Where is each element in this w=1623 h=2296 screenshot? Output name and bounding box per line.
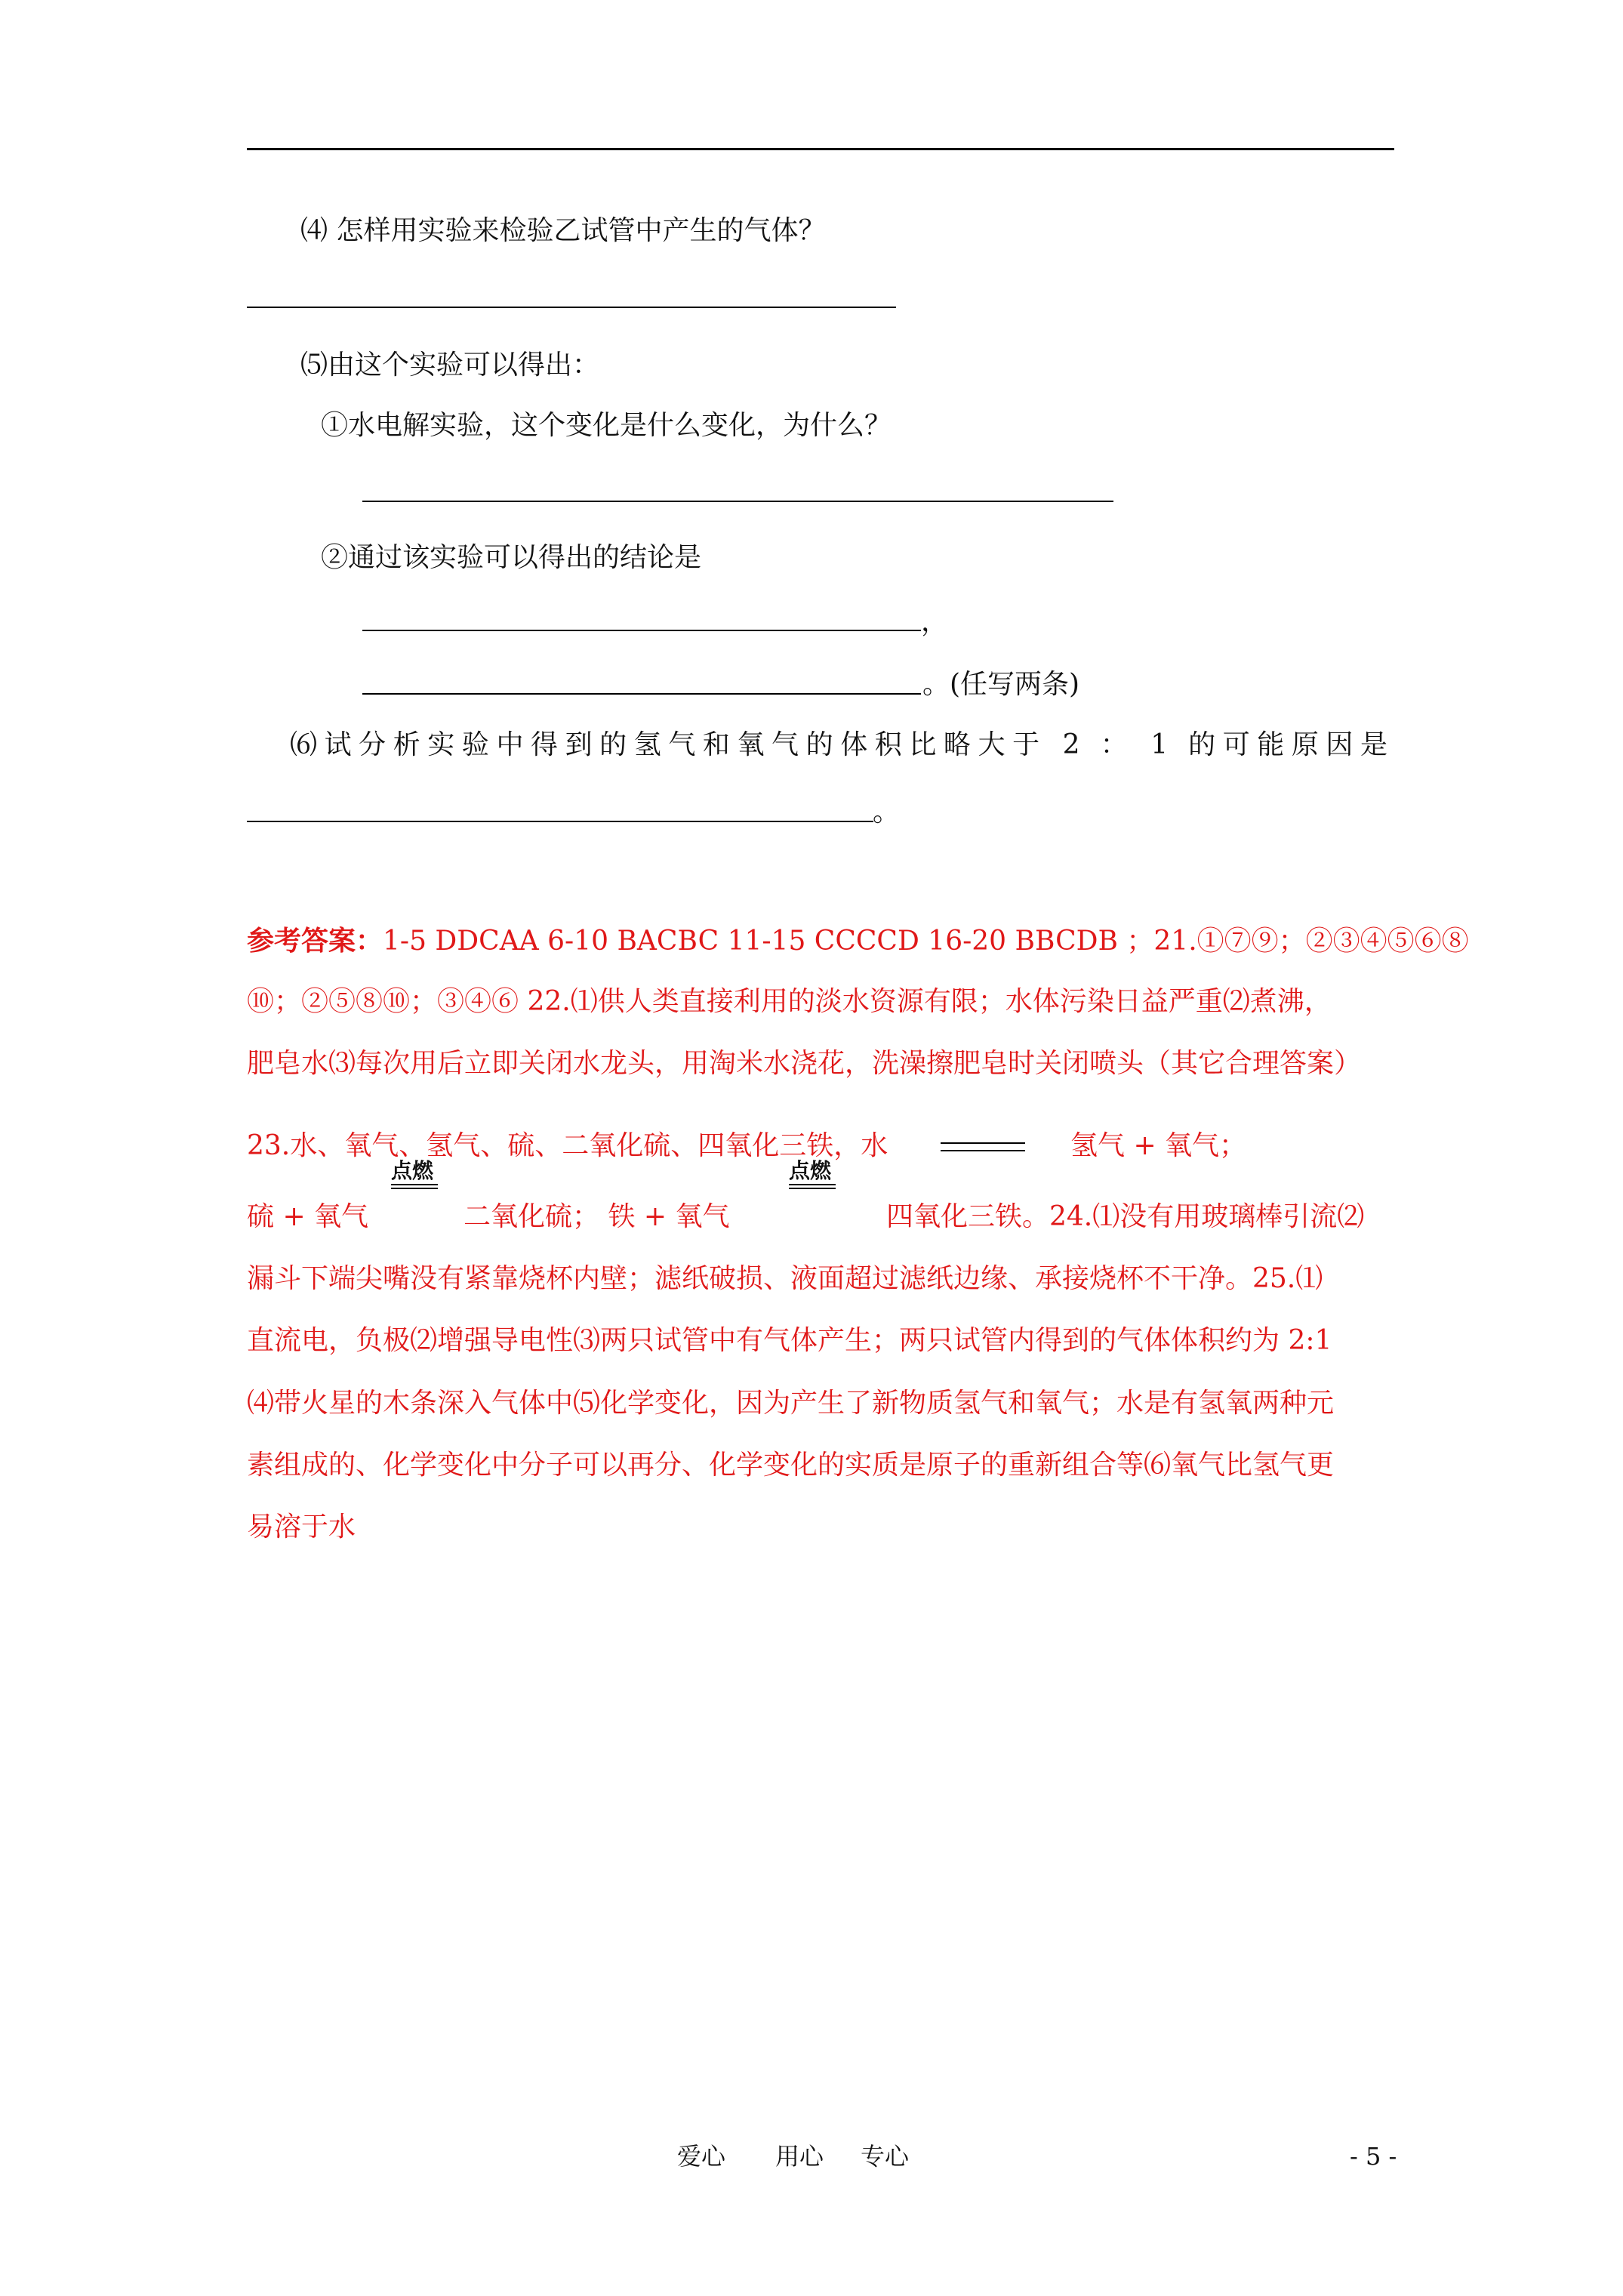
answer-line-6: 漏斗下端尖嘴没有紧靠烧杯内壁；滤纸破损、液面超过滤纸边缘、承接烧杯不干净。25.⑴ (247, 1263, 1323, 1294)
answer-line-5c: 四氧化三铁。24.⑴没有用玻璃棒引流⑵ (886, 1201, 1365, 1232)
question-5-intro: ⑸由这个实验可以得出： (300, 350, 600, 381)
answer-blank-q5-2b (362, 693, 921, 695)
answer-blank-q5-1 (362, 501, 1113, 502)
ignite-equals-2 (789, 1184, 836, 1189)
question-4: ⑷ 怎样用实验来检验乙试管中产生的气体？ (300, 215, 826, 246)
answer-line-5a: 硫 + 氧气 (247, 1201, 369, 1232)
answer-line-3: 肥皂水⑶每次用后立即关闭水龙头，用淘米水浇花，洗澡擦肥皂时关闭喷头（其它合理答案） (247, 1048, 1362, 1079)
footer-slogan-2: 用心 (775, 2142, 824, 2171)
answer-line-1-text: 1-5 DDCAA 6-10 BACBC 11-15 CCCCD 16-20 BBCDB ；21.①⑦⑨；②③④⑤⑥⑧ (383, 926, 1469, 957)
question-5-part-1: ①水电解实验，这个变化是什么变化，为什么？ (321, 410, 892, 441)
answer-line-5b: 二氧化硫； 铁 + 氧气 (463, 1201, 730, 1232)
answer-blank-q5-2a (362, 630, 921, 631)
answer-line-2: ⑩；②⑤⑧⑩；③④⑥ 22.⑴供人类直接利用的淡水资源有限；水体污染日益严重⑵煮沸， (247, 986, 1332, 1017)
reaction-equals-sign (941, 1142, 1025, 1151)
question-6-end: 。 (873, 797, 901, 827)
answer-blank-q4 (247, 307, 896, 308)
answer-line-8: ⑷带火星的木条深入气体中⑸化学变化，因为产生了新物质氢气和氧气；水是有氢氧两种元 (247, 1388, 1335, 1419)
header-rule (247, 148, 1394, 150)
answer-blank-q6 (247, 821, 873, 822)
answer-line-10: 易溶于水 (247, 1512, 356, 1542)
answer-label: 参考答案： (247, 925, 383, 957)
ignite-equals-1 (391, 1184, 438, 1189)
ignite-label-2: 点燃 (789, 1158, 832, 1183)
answer-line-4b: 氢气 + 氧气； (1070, 1130, 1247, 1161)
note-write-two: 。(任写两条) (922, 669, 1080, 700)
question-5-part-2: ②通过该实验可以得出的结论是 (321, 542, 702, 573)
question-6: ⑹试分析实验中得到的氢气和氧气的体积比略大于 2 ： 1 的可能原因是 (290, 729, 1392, 760)
ignite-label-1: 点燃 (391, 1158, 434, 1183)
footer-slogan-1: 爱心 (677, 2142, 726, 2171)
answer-line-9: 素组成的、化学变化中分子可以再分、化学变化的实质是原子的重新组合等⑹氧气比氢气更 (247, 1450, 1335, 1481)
comma-mark: ， (921, 606, 949, 637)
answer-line-7: 直流电，负极⑵增强导电性⑶两只试管中有气体产生；两只试管内得到的气体体积约为 2:1 (247, 1325, 1332, 1356)
answer-line-4a: 23.水、氧气、氢气、硫、二氧化硫、四氧化三铁，水 (247, 1130, 888, 1161)
page-number: - 5 - (1350, 2142, 1397, 2171)
footer-slogan-3: 专心 (861, 2142, 910, 2171)
answer-line-1 (247, 923, 1469, 960)
